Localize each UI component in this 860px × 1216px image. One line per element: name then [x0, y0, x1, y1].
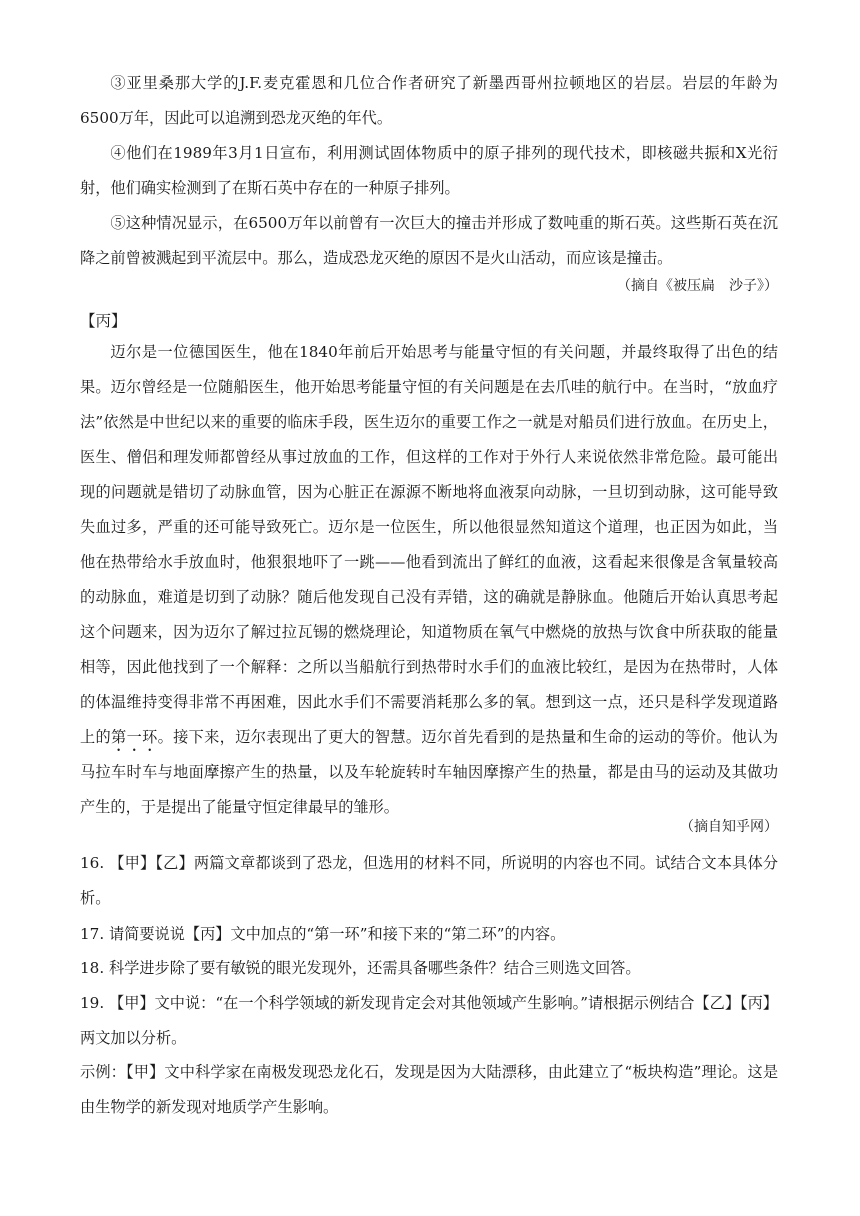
passage-yi-continued — [80, 66, 778, 276]
question-number: 16. — [80, 854, 105, 872]
question-text: 文中说：“在一个科学领域的新发现肯定会对其他领域产生影响。”请根据示例结合【乙】【丙】两文加以分析。 — [80, 994, 778, 1047]
bing-text-part-1: 迈尔是一位德国医生，他在1840年前后开始思考与能量守恒的有关问题，并最终取得了出色的结果。迈尔曾经是一位随船医生，他开始思考能量守恒的有关问题是在去爪哇的航行中。在当时，“放血疗法”依然是中世纪以来的重要的临床手段，医生迈尔的重要工作之一就是对船员们进行放血。在历史上，医生、僧侣和理发师都曾经从事过放血的工作，但这样的工作对于外行人来说依然非常危险。最可能出现的问题就是错切了动脉血管，因为心脏正在源源不断地将血液泵向动脉，一旦切到动脉，这可能导致失血过多，严重的还可能导致死亡。迈尔是一位医生，所以他很显然知道这个道理，也正因为如此，当他在热带给水手放血时，他狠狠地吓了一跳——他看到流出了鲜红的血液，这看起来很像是含氧量较高的动脉血，难道是切到了动脉？随后他发现自己没有弄错，这的确就是静脉血。他随后开始认真思考起这个问题来，因为迈尔了解过拉瓦锡的燃烧理论，知道物质在氧气中燃烧的放热与饮食中所获取的能量相等，因此他找到了一个解释：之所以当船航行到热带时水手们的血液比较红，是因为在热带时，人体的体温维持变得非常不再困难，因此水手们不需要消耗那么多的氧。想到这一点，还只是科学发现道路上的 — [80, 343, 778, 746]
bing-paragraph — [80, 335, 778, 825]
passage-bing — [80, 335, 778, 825]
bracket-label: 【甲】 — [126, 1063, 165, 1081]
example-label: 示例： — [80, 1063, 126, 1081]
question-17 — [80, 917, 778, 952]
source-citation-yi: （摘自《被压扁 沙子》） — [617, 278, 778, 294]
question-18 — [80, 951, 778, 986]
example-text: 文中科学家在南极发现恐龙化石，发现是因为大陆漂移，由此建立了“板块构造”理论。这是由生物学的新发现对地质学产生影响。 — [80, 1063, 779, 1116]
example-answer — [80, 1055, 778, 1125]
question-number: 19. — [80, 994, 105, 1012]
question-number: 18. — [80, 959, 105, 977]
paragraph-3: ③亚里桑那大学的J.F.麦克霍恩和几位合作者研究了新墨西哥州拉顿地区的岩层。岩层的年龄为6500万年，因此可以追溯到恐龙灭绝的年代。 — [80, 74, 778, 127]
question-text: 两篇文章都谈到了恐龙，但选用的材料不同，所说明的内容也不同。试结合文本具体分析。 — [80, 854, 779, 907]
bracket-label: 【甲】【乙】 — [109, 854, 194, 872]
bing-text-part-2: 。接下来，迈尔表现出了更大的智慧。迈尔首先看到的是热量和生命的运动的等价。他认为马拉车时车与地面摩擦产生的热量，以及车轮旋转时车轴因摩擦产生的热量，都是由马的运动及其做功产生的，于是提出了能量守恒定律最早的雏形。 — [80, 728, 779, 816]
question-number: 17. — [80, 925, 105, 943]
question-text: 科学进步除了要有敏锐的眼光发现外，还需具备哪些条件？结合三则选文回答。 — [108, 959, 641, 977]
question-text: 请简要说说【丙】文中加点的“第一环”和接下来的“第二环”的内容。 — [108, 925, 566, 943]
source-citation-bing: （摘自知乎网） — [680, 819, 778, 835]
bracket-label: 【甲】 — [109, 994, 155, 1012]
paragraph-5: ⑤这种情况显示，在6500万年以前曾有一次巨大的撞击并形成了数吨重的斯石英。这些斯石英在沉降之前曾被溅起到平流层中。那么，造成恐龙灭绝的原因不是火山活动，而应该是撞击。 — [80, 214, 778, 267]
section-header-bing: 【丙】 — [80, 312, 127, 330]
question-16 — [80, 846, 778, 916]
paragraph-4: ④他们在1989年3月1日宣布，利用测试固体物质中的原子排列的现代技术，即核磁共振和X光衍射，他们确实检测到了在斯石英中存在的一种原子排列。 — [80, 144, 778, 197]
question-19 — [80, 986, 778, 1056]
dotted-emphasis-first-ring: 第一环 — [111, 728, 158, 746]
